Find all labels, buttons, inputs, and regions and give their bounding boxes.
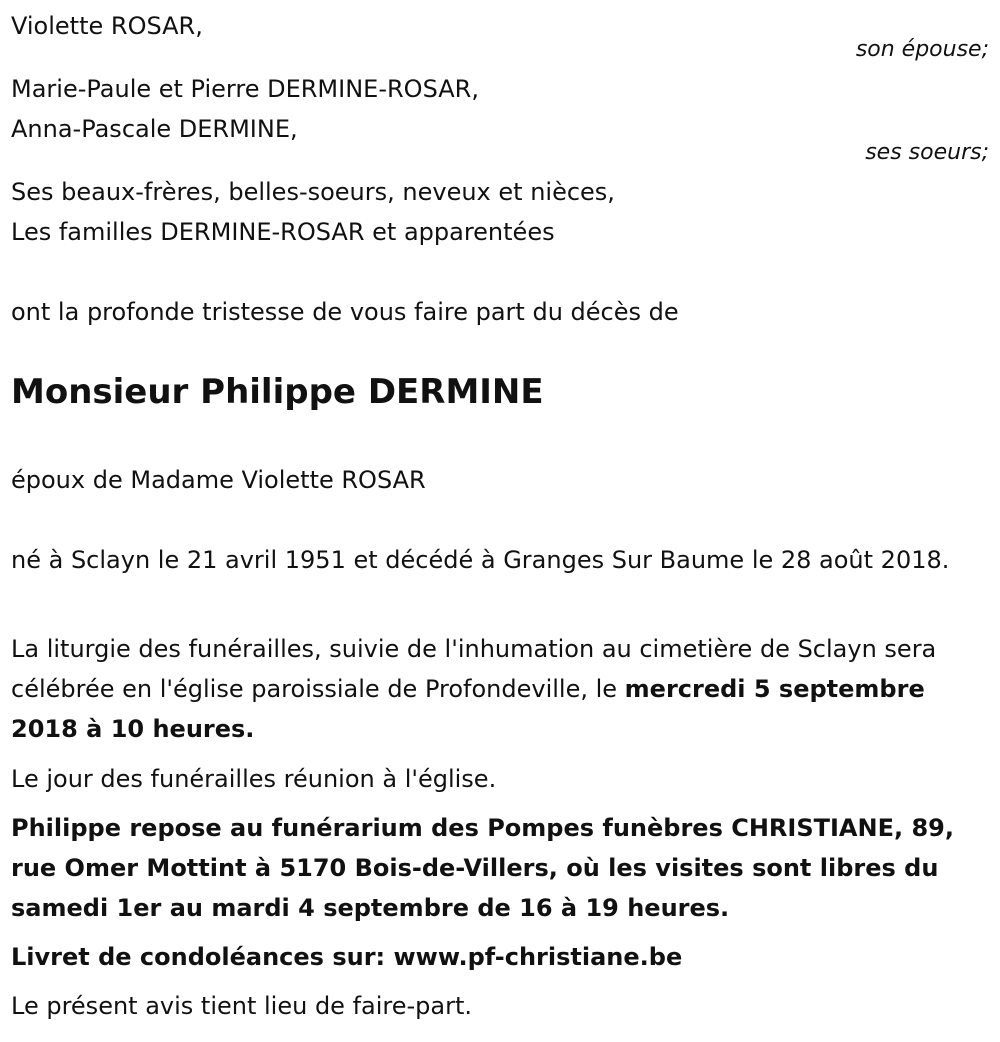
announcement-line: ont la profonde tristesse de vous faire part du décès de — [11, 298, 679, 326]
liturgy-date: mercredi 5 septembre 2018 à 10 heures. — [11, 675, 925, 743]
wife-name: Violette ROSAR, — [11, 12, 203, 40]
condolences-line: Livret de condoléances sur: www.pf-christiane.be — [11, 943, 683, 971]
sister-line-2: Anna-Pascale DERMINE, — [11, 115, 298, 143]
gathering-line: Le jour des funérailles réunion à l'église. — [11, 765, 497, 793]
repose-paragraph: Philippe repose au funérarium des Pompes funèbres CHRISTIANE, 89, rue Omer Mottint à 5170 Bois-de-Villers, où les visites sont libres du samedi 1er au mardi 4 septembre de 16 à 19 heures. — [11, 814, 954, 922]
sister-line-1: Marie-Paule et Pierre DERMINE-ROSAR, — [11, 75, 479, 103]
in-laws-line: Ses beaux-frères, belles-soeurs, neveux et nièces, — [11, 178, 615, 206]
families-line: Les familles DERMINE-ROSAR et apparentées — [11, 218, 555, 246]
sisters-role: ses soeurs; — [865, 140, 989, 165]
liturgy-text: La liturgie des funérailles, suivie de l'inhumation au cimetière de Sclayn sera célébrée en l'église paroissiale de Profondeville, le — [11, 635, 937, 703]
wife-role: son épouse; — [855, 37, 989, 62]
liturgy-paragraph — [11, 629, 981, 749]
deceased-name: Monsieur Philippe DERMINE — [11, 372, 544, 412]
spouse-line: époux de Madame Violette ROSAR — [11, 466, 426, 494]
birth-death-paragraph: né à Sclayn le 21 avril 1951 et décédé à Granges Sur Baume le 28 août 2018. — [11, 546, 950, 574]
notice-line: Le présent avis tient lieu de faire-part. — [11, 992, 473, 1020]
